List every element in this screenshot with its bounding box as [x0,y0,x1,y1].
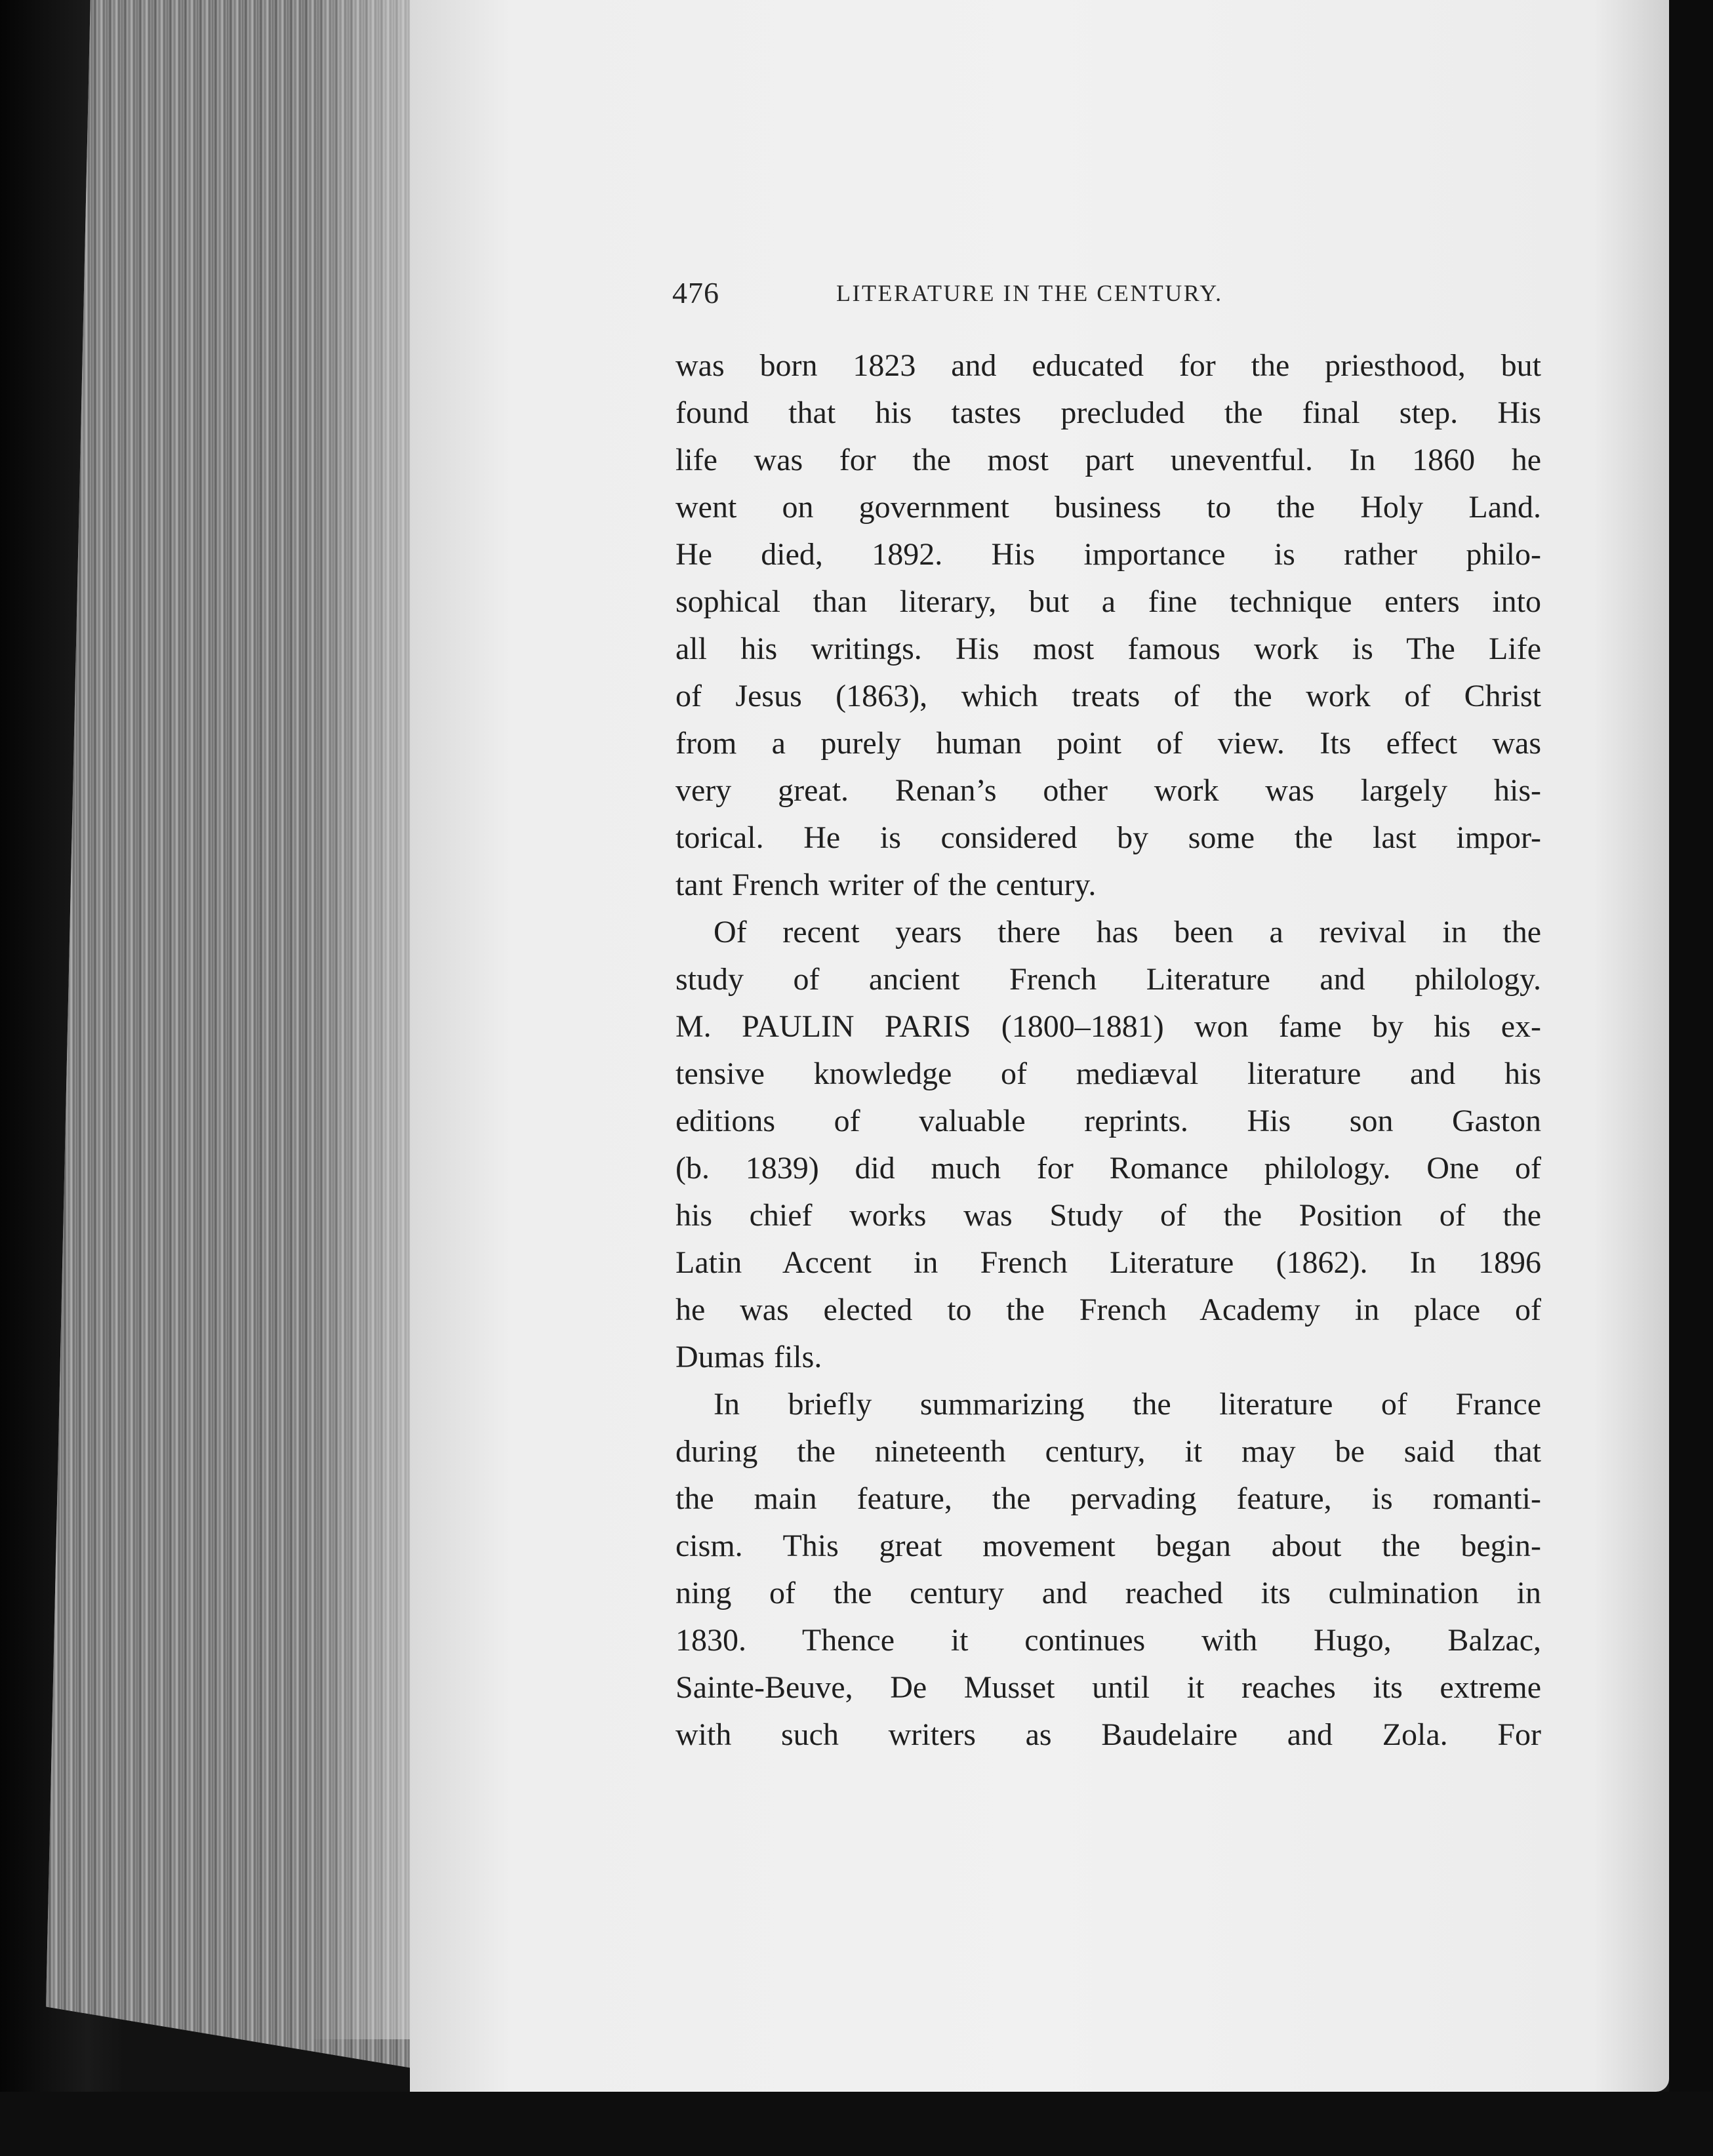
text-line: from a purely human point of view. Its effect was [675,726,1541,761]
text-line: very great. Renan’s other work was largely his- [675,773,1541,808]
text-line: Latin Accent in French Literature (1862). In 1896 [675,1245,1541,1280]
running-head-title: LITERATURE IN THE CENTURY. [836,280,1223,306]
running-head [672,275,1380,315]
text-line: tant French writer of the century. [675,868,1097,902]
text-line: life was for the most part uneventful. In 1860 he [675,443,1541,477]
right-dark-margin [1669,0,1713,2156]
bottom-dark-margin [0,2092,1713,2156]
text-line: his chief works was Study of the Position of the [675,1198,1541,1233]
text-line: Dumas fils. [675,1340,822,1374]
text-line: tensive knowledge of mediæval literature and his [675,1056,1541,1091]
text-line: torical. He is considered by some the last impor- [675,820,1541,855]
text-line: editions of valuable reprints. His son Gaston [675,1104,1541,1138]
text-line: with such writers as Baudelaire and Zola. For [675,1717,1541,1752]
text-line: was born 1823 and educated for the priesthood, but [675,348,1541,383]
text-line: sophical than literary, but a fine technique enters into [675,584,1541,619]
text-line: he was elected to the French Academy in place of [675,1292,1541,1327]
text-line: study of ancient French Literature and philology. [675,962,1541,997]
text-line: Of recent years there has been a revival in the [714,915,1541,949]
text-line: He died, 1892. His importance is rather philo- [675,537,1541,572]
page-edge-highlight [308,0,413,2039]
body-text [675,342,1541,1759]
text-line: of Jesus (1863), which treats of the work of Christ [675,679,1541,713]
text-line: cism. This great movement began about the begin- [675,1528,1541,1563]
text-line: 1830. Thence it continues with Hugo, Balzac, [675,1623,1541,1658]
text-line: M. PAULIN PARIS (1800–1881) won fame by his ex- [675,1009,1541,1044]
text-line: all his writings. His most famous work is The Life [675,631,1541,666]
text-line: found that his tastes precluded the final step. His [675,395,1541,430]
text-line: Sainte-Beuve, De Musset until it reaches its extreme [675,1670,1541,1705]
text-line: ning of the century and reached its culmination in [675,1576,1541,1610]
page-number: 476 [672,276,719,309]
text-line: went on government business to the Holy Land. [675,490,1541,525]
text-line: In briefly summarizing the literature of France [714,1387,1541,1422]
text-line: the main feature, the pervading feature, is romanti- [675,1481,1541,1516]
text-line: (b. 1839) did much for Romance philology. One of [675,1151,1541,1186]
text-line: during the nineteenth century, it may be said that [675,1434,1541,1469]
